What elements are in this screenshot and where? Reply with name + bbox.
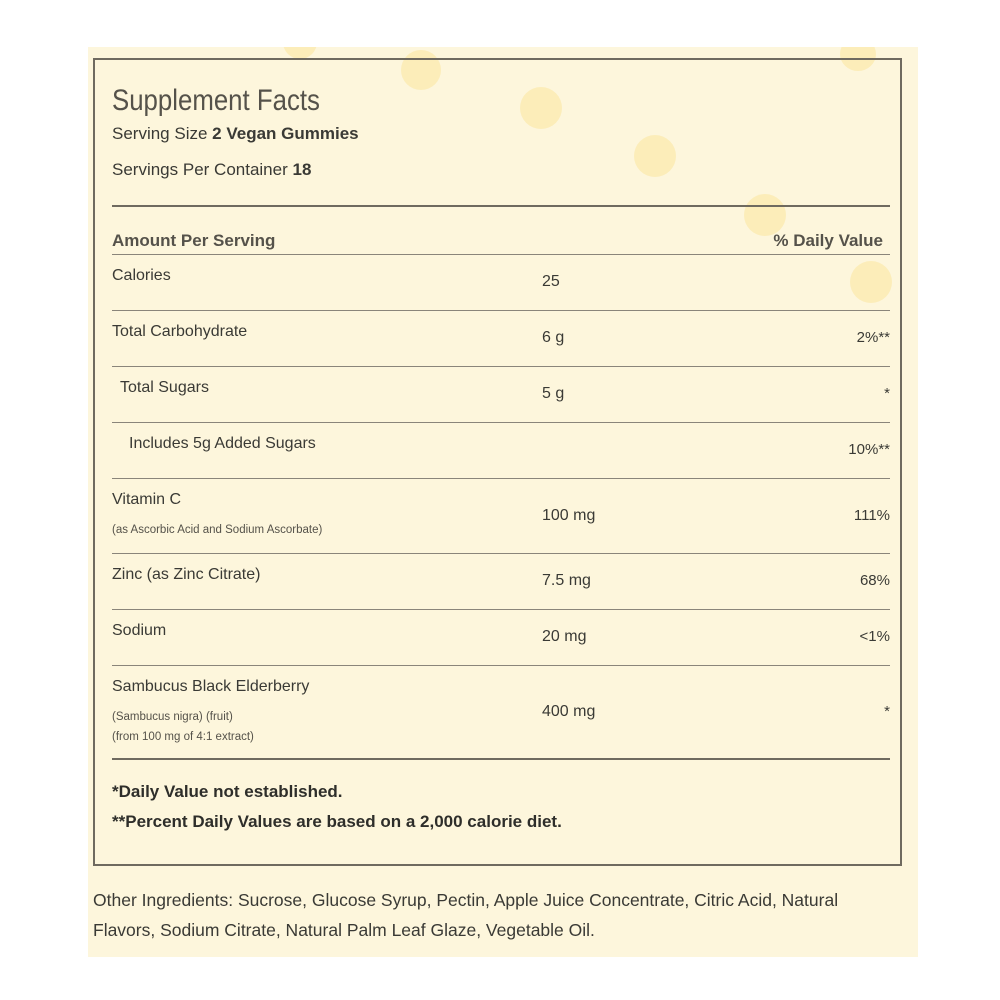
- serving-size: [112, 124, 359, 144]
- nutrient-row-added-sugars: [112, 422, 890, 478]
- label-title: Supplement Facts: [112, 84, 320, 117]
- nutrient-amount: 25: [542, 273, 560, 290]
- nutrient-name: Zinc (as Zinc Citrate): [112, 566, 261, 583]
- nutrient-row-calories: [112, 254, 890, 310]
- nutrient-daily-value: 68%: [859, 572, 890, 589]
- nutrient-daily-value: 2%**: [856, 329, 890, 346]
- nutrient-row-elderberry: [112, 665, 890, 758]
- servings-per-container-value: 18: [292, 160, 312, 179]
- nutrient-name: Vitamin C: [112, 491, 182, 508]
- header-daily-value: % Daily Value: [773, 231, 883, 250]
- nutrient-amount: 20 mg: [542, 628, 587, 645]
- nutrient-source-note: (Sambucus nigra) (fruit): [112, 711, 233, 723]
- nutrient-name: Calories: [112, 267, 171, 284]
- nutrient-name: Includes 5g Added Sugars: [129, 435, 316, 452]
- nutrient-row-sodium: [112, 609, 890, 665]
- nutrient-extract-note: (from 100 mg of 4:1 extract): [112, 731, 254, 743]
- footnote-daily-value: *Daily Value not established.: [112, 782, 343, 801]
- other-ingredients: Other Ingredients: Sucrose, Glucose Syrup, Pectin, Apple Juice Concentrate, Citric Acid, Natural Flavors, Sodium Citrate, Natural Palm Leaf Glaze, Vegetable Oil.: [93, 890, 839, 940]
- servings-per-container: [112, 160, 311, 180]
- nutrient-name: Sodium: [112, 622, 167, 639]
- nutrient-amount: 6 g: [542, 329, 565, 346]
- nutrient-amount: 400 mg: [542, 703, 596, 720]
- serving-size-value: 2 Vegan Gummies: [212, 124, 359, 143]
- nutrient-daily-value: 10%**: [848, 441, 890, 458]
- serving-size-label: Serving Size: [112, 124, 208, 143]
- nutrient-source-note: (as Ascorbic Acid and Sodium Ascorbate): [112, 524, 323, 536]
- nutrient-name: Sambucus Black Elderberry: [112, 678, 310, 695]
- footnote-percent-daily-values: **Percent Daily Values are based on a 2,000 calorie diet.: [112, 812, 562, 831]
- header-amount-per-serving: Amount Per Serving: [112, 231, 276, 250]
- nutrient-name: Total Carbohydrate: [112, 323, 248, 340]
- nutrient-daily-value: *: [884, 385, 890, 402]
- nutrient-amount: 7.5 mg: [542, 572, 591, 589]
- divider: [112, 205, 890, 207]
- nutrient-daily-value: <1%: [859, 628, 890, 645]
- supplement-facts-box: [93, 58, 902, 866]
- divider: [112, 758, 890, 760]
- nutrient-row-total-sugars: [112, 366, 890, 422]
- nutrient-row-zinc: [112, 553, 890, 609]
- nutrient-row-vitamin-c: [112, 478, 890, 553]
- nutrient-amount: 100 mg: [542, 507, 596, 524]
- nutrient-name: Total Sugars: [120, 379, 209, 396]
- servings-per-container-label: Servings Per Container: [112, 160, 288, 179]
- nutrient-daily-value: *: [884, 703, 890, 720]
- nutrient-daily-value: 111%: [853, 507, 890, 524]
- nutrient-row-total-carbohydrate: [112, 310, 890, 366]
- nutrient-amount: 5 g: [542, 385, 565, 402]
- label-panel: [88, 47, 918, 957]
